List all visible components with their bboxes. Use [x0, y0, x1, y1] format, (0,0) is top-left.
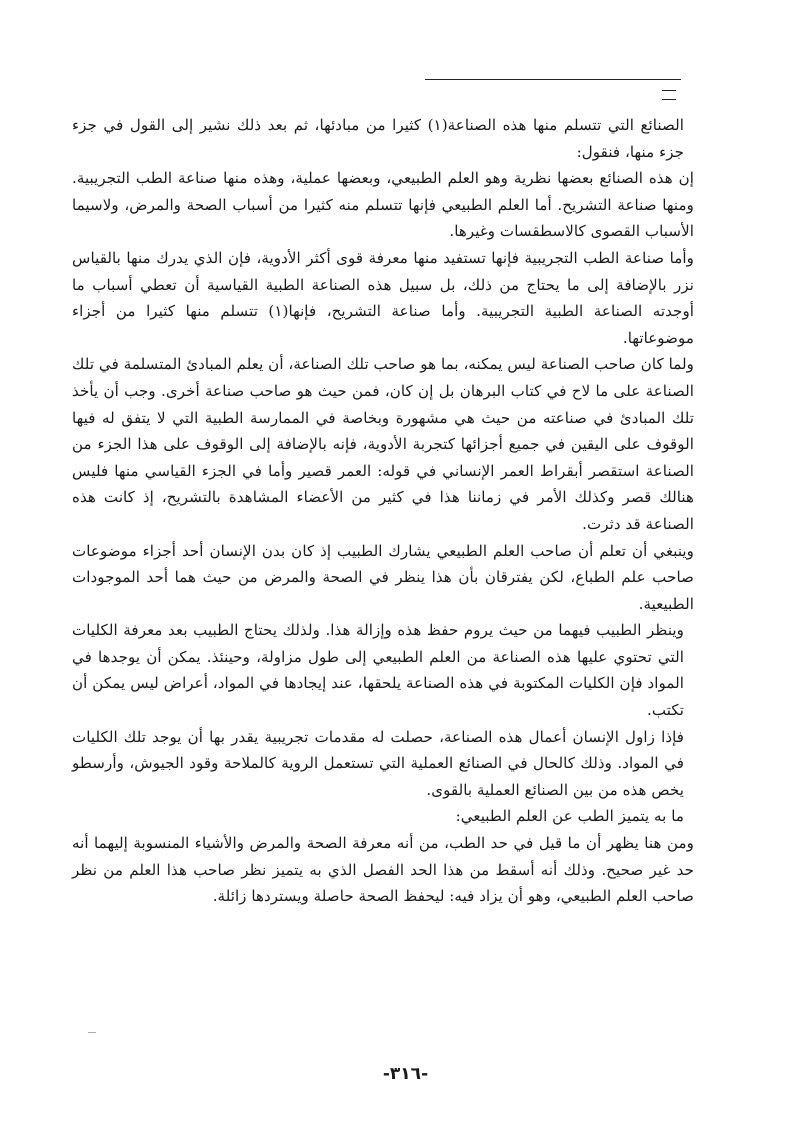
section-heading: ما به يتميز الطب عن العلم الطبيعي:: [455, 807, 684, 826]
paragraph-1: الصنائع التي تتسلم منها هذه الصناعة(١) كثيرا من مبادئها، ثم بعد ذلك نشير إلى القول في جزء جزء منها، فنقول:: [72, 116, 684, 161]
margin-mark: [88, 1032, 96, 1033]
page-body: [72, 112, 694, 910]
paragraph-6: وينظر الطبيب فيهما من حيث يروم حفظ هذه وإزالة هذا. ولذلك يحتاج الطبيب بعد معرفة الكليات التي تحتوي عليها هذه الصناعة من العلم الطبيعي إلى طول مزاولة، وحينئذ. يمكن أن يوجدها في المواد فإن الكليات المكتوبة في هذه الصناعة يلحقها، عند إيجادها في المواد، أعراض ليس يمكن أن تكتب.: [72, 621, 684, 720]
paragraph-7: فإذا زاول الإنسان أعمال هذه الصناعة، حصلت له مقدمات تجريبية يقدر بها أن يوجد تلك الكليات في المواد. وذلك كالحال في الصنائع العملية التي تستعمل الروية كالملاحة وقود الجيوش، وأرسطو يخص هذه من بين الصنائع العملية بالقوى.: [72, 727, 684, 799]
paragraph-3: وأما صناعة الطب التجريبية فإنها تستفيد منها معرفة قوى أكثر الأدوية، فإن الذي يدرك منها بالقياس نزر بالإضافة إلى ما يحتاج من ذلك، بل سبيل هذه الصناعة الطبية القياسية أن تعطي أسباب ما أوجدته الصناعة الطبية التجريبية. وأما صناعة التشريح، فإنها(١) تتسلم منها كثيرا من أجزاء موضوعاتها.: [72, 248, 694, 347]
page-number: -٣١٦-: [382, 1064, 429, 1084]
paragraph-5: وينبغي أن تعلم أن صاحب العلم الطبيعي يشارك الطبيب إذ كان بدن الإنسان أحد أجزاء موضوعات صاحب علم الطباع، لكن يفترقان بأن هذا ينظر في الصحة والمرض من حيث هما أحد الموجودات الطبيعية.: [72, 541, 694, 613]
paragraph-8: ومن هنا يظهر أن ما قيل في حد الطب، من أنه معرفة الصحة والمرض والأشياء المنسوبة إليهما أنه حد غير صحيح. وذلك أنه أسقط من هذا الحد الفصل الذي به يتميز نظر صاحب هذا العلم من نظر صاحب العلم الطبيعي، وهو أن يزاد فيه: ليحفظ الصحة حاصلة ويستردها زائلة.: [72, 834, 694, 906]
header-rule: [425, 79, 681, 80]
paragraph-2: إن هذه الصنائع بعضها نظرية وهو العلم الطبيعي، وبعضها عملية، وهذه منها صناعة الطب التجريبية. ومنها صناعة التشريح. أما العلم الطبيعي فإنها تتسلم منه كثيرا من أسباب الصحة والمرض، ولاسيما الأسباب القصوى كالاسطقسات وغيرها.: [72, 169, 694, 241]
paragraph-4: ولما كان صاحب الصناعة ليس يمكنه، بما هو صاحب تلك الصناعة، أن يعلم المبادئ المتسلمة في تلك الصناعة على ما لاح في كتاب البرهان بل إن كان، فمن حيث هو صاحب صناعة أخرى. وجب أن يأخذ تلك المبادئ في صناعته من حيث هي مشهورة وبخاصة في الممارسة الطبية التي لا يتفق له فيها الوقوف على اليقين في جميع أجزائها كتجربة الأدوية، فإنه بالإضافة إلى الوقوف على هذا الجزء من الصناعة استقصر أبقراط العمر الإنساني في قوله: العمر قصير وأما في الجزء القياسي منها فليس هنالك قصر وكذلك الأمر في زماننا هذا في كثير من الأعضاء المشاهدة بالتشريح، إذ كانت هذه الصناعة قد دثرت.: [72, 355, 694, 533]
header-equals-mark: [662, 90, 676, 100]
